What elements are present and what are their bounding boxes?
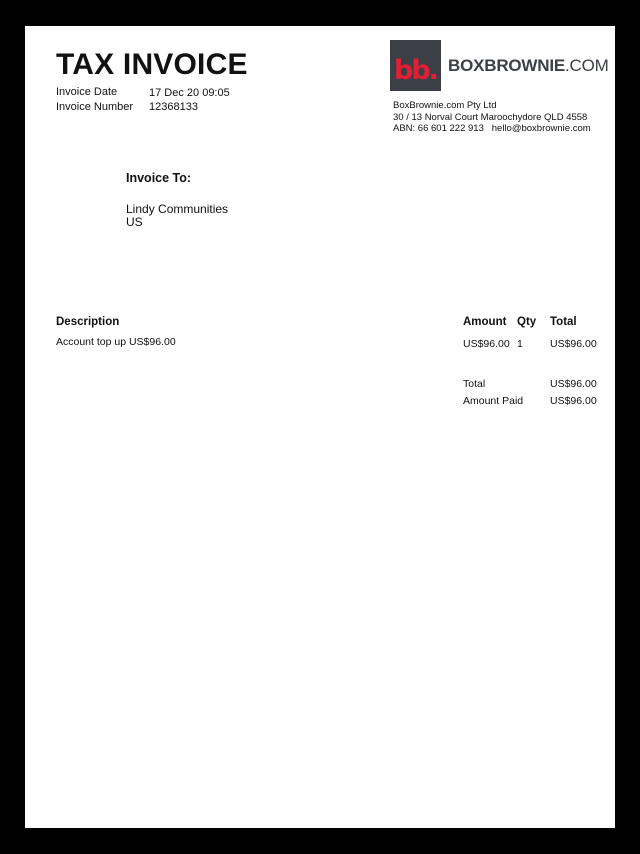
amount-paid-label: Amount Paid <box>463 395 524 407</box>
total-label: Total <box>463 378 486 390</box>
client-country: US <box>126 215 143 229</box>
invoice-number-label: Invoice Number <box>56 101 134 113</box>
row-description: Account top up US$96.00 <box>56 336 176 348</box>
invoice-page <box>25 26 615 828</box>
amount-paid-value: US$96.00 <box>550 395 597 407</box>
company-name: BoxBrownie.com Pty Ltd <box>393 100 497 111</box>
col-header-total: Total <box>550 316 577 328</box>
invoice-number-value: 12368133 <box>149 101 198 113</box>
col-header-qty: Qty <box>517 316 537 328</box>
row-total: US$96.00 <box>550 338 597 350</box>
col-header-description: Description <box>56 316 120 328</box>
row-amount: US$96.00 <box>463 338 510 350</box>
client-name: Lindy Communities <box>126 202 229 216</box>
brand-name: BOXBROWNIE <box>448 56 566 75</box>
company-abn-email: ABN: 66 601 222 913 hello@boxbrownie.com <box>393 123 591 134</box>
invoice-date-label: Invoice Date <box>56 86 118 98</box>
invoice-to-label: Invoice To: <box>126 171 192 185</box>
total-value: US$96.00 <box>550 378 597 390</box>
col-header-amount: Amount <box>463 316 507 328</box>
brand-domain: .COM <box>565 56 609 75</box>
company-address: 30 / 13 Norval Court Maroochydore QLD 4558 <box>393 112 588 123</box>
row-qty: 1 <box>517 338 523 350</box>
invoice-date-value: 17 Dec 20 09:05 <box>149 87 230 99</box>
invoice-title: TAX INVOICE <box>56 48 248 81</box>
boxbrownie-logo-icon <box>390 40 441 91</box>
svg-text:bb.: bb. <box>394 55 437 86</box>
brand-wordmark <box>448 56 609 76</box>
